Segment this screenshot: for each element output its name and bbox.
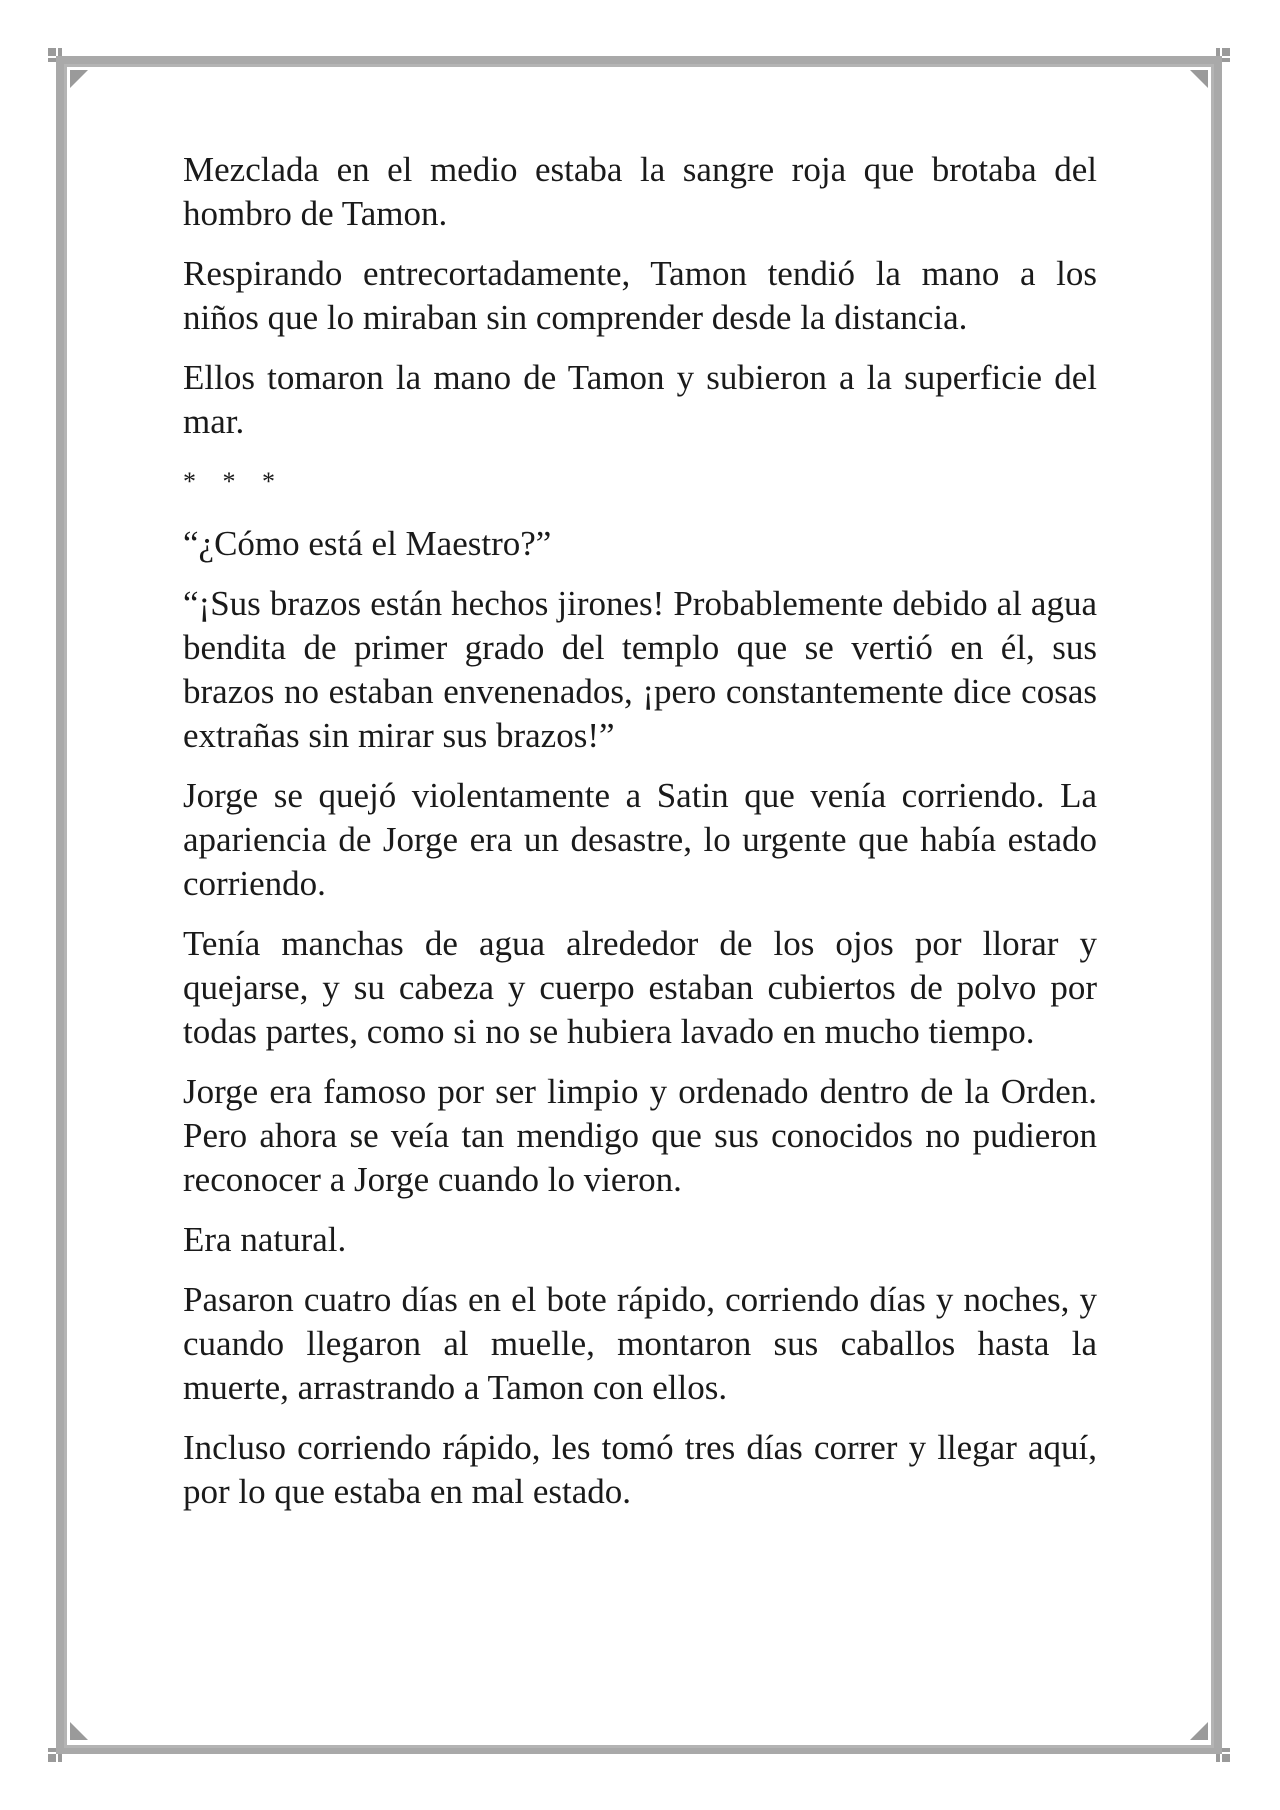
frame-border-top [56, 56, 1222, 64]
paragraph: Incluso corriendo rápido, les tomó tres días correr y llegar aquí, por lo que estaba en mal estado. [183, 1428, 1097, 1511]
text-body [183, 148, 1097, 1530]
frame-border-left [56, 56, 64, 1754]
scene-separator: * * * [183, 467, 285, 496]
paragraph: Era natural. [183, 1220, 347, 1259]
paragraph: “¿Cómo está el Maestro?” [183, 524, 552, 563]
corner-ornament-icon [1204, 1736, 1234, 1766]
corner-triangle-icon [1190, 70, 1208, 88]
paragraph: Tenía manchas de agua alrededor de los ojos por llorar y quejarse, y su cabeza y cuerpo estaban cubiertos de polvo por todas partes, como si no se hubiera lavado en mucho tiempo. [183, 924, 1097, 1051]
paragraph: Jorge era famoso por ser limpio y ordenado dentro de la Orden. Pero ahora se veía tan mendigo que sus conocidos no pudieron reconocer a Jorge cuando lo vieron. [183, 1072, 1097, 1199]
paragraph: Respirando entrecortadamente, Tamon tendió la mano a los niños que lo miraban sin comprender desde la distancia. [183, 254, 1097, 337]
paragraph: Pasaron cuatro días en el bote rápido, corriendo días y noches, y cuando llegaron al muelle, montaron sus caballos hasta la muerte, arrastrando a Tamon con ellos. [183, 1280, 1097, 1407]
frame-border-right [1214, 56, 1222, 1754]
corner-ornament-icon [1204, 44, 1234, 74]
corner-ornament-icon [44, 1736, 74, 1766]
corner-triangle-icon [70, 70, 88, 88]
corner-triangle-icon [70, 1722, 88, 1740]
paragraph: Mezclada en el medio estaba la sangre roja que brotaba del hombro de Tamon. [183, 150, 1097, 233]
paragraph: “¡Sus brazos están hechos jirones! Probablemente debido al agua bendita de primer grado del templo que se vertió en él, sus brazos no estaban envenenados, ¡pero constantemente dice cosas extrañas sin mirar sus brazos!” [183, 584, 1097, 755]
paragraph: Jorge se quejó violentamente a Satin que venía corriendo. La apariencia de Jorge era un desastre, lo urgente que había estado corriendo. [183, 776, 1097, 903]
corner-triangle-icon [1190, 1722, 1208, 1740]
paragraph: Ellos tomaron la mano de Tamon y subieron a la superficie del mar. [183, 358, 1097, 441]
